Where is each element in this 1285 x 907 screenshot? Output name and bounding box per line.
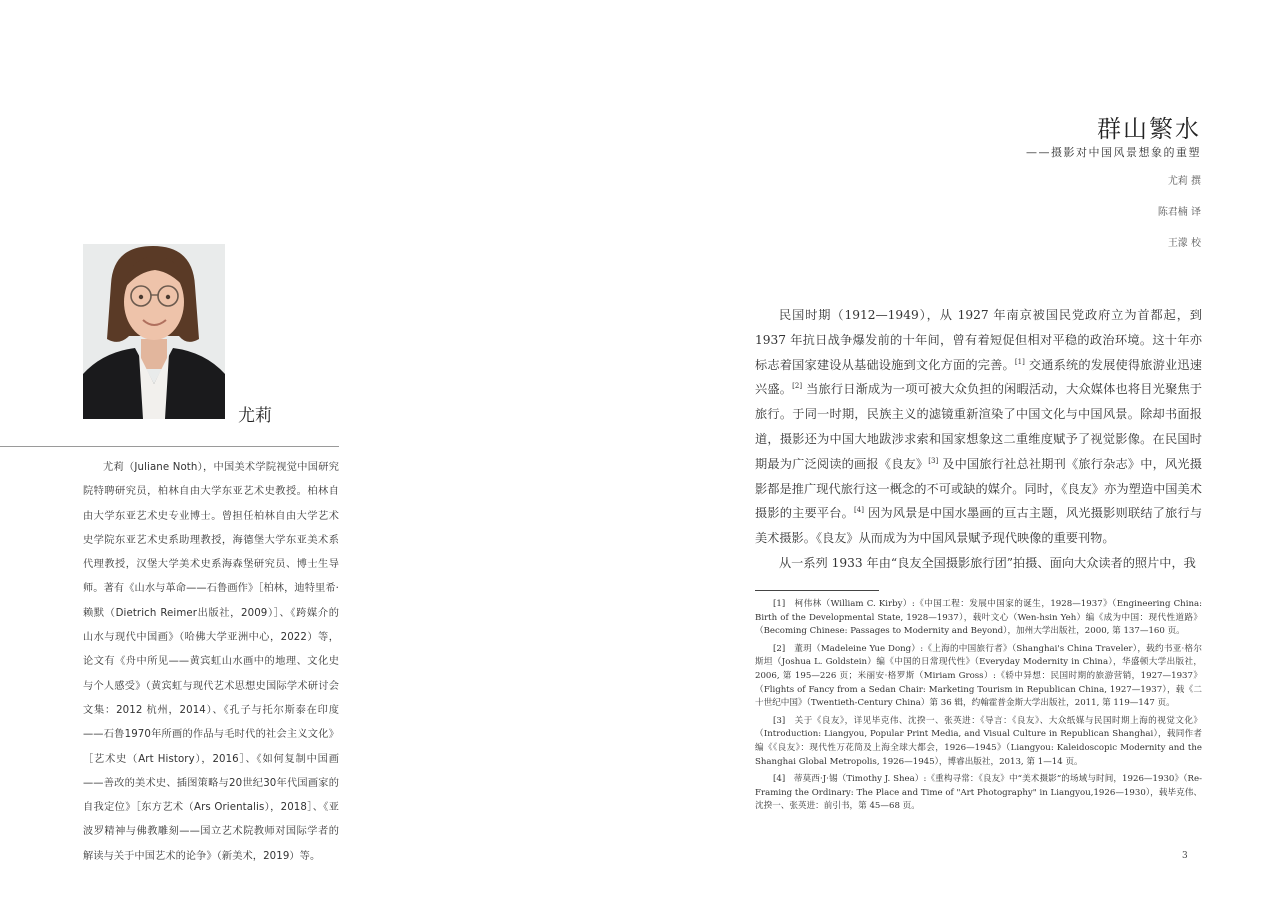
body-text: 当旅行日渐成为一项可被大众负担的闲暇活动，大众媒体也将目光聚焦于旅行。于同一时期，民族主义的滤镜重新渲染了中国文化与中国风景。除却书面报道，摄影还为中国大地跋涉求索和国家想象这二重维度赋予了视觉影像。在民国时期最为广泛阅读的画报《良友》: [755, 382, 1203, 471]
page-number: 3: [1182, 851, 1188, 861]
body-text: 从一系列 1933 年由“良友全国摄影旅行团”拍摄、面向大众读者的照片中，我: [779, 555, 1196, 570]
footnote-item: [1] 柯伟林（William C. Kirby）:《中国工程：发展中国家的诞生，1928—1937》（Engineering China: Birth of the Developmental State, 1928—1937），载叶文心（Wen-hsin Yeh）编《成为中国：现代性道路》（Becoming Chinese: Passages to Modernity and Beyond），加州大学出版社，2000, 第 137—160 页。: [755, 599, 1202, 637]
footnote-ref[interactable]: [2]: [792, 382, 803, 391]
body-paragraph: [755, 303, 1202, 551]
body-text: 民国时期（1912—1949），从 1927 年南京被国民党政府立为首都起，到 1937 年抗日战争爆发前的十年间，曾有着短促但相对平稳的政治环境。这十年亦标志着国家建设从基础设施到文化方面的完善。: [755, 308, 1202, 372]
portrait-image: [83, 244, 225, 419]
author-name: 尤莉: [238, 406, 272, 426]
author-bio: 尤莉（Juliane Noth），中国美术学院视觉中国研究院特聘研究员，柏林自由大学东亚艺术史教授。柏林自由大学东亚艺术史专业博士。曾担任柏林自由大学艺术史学院东亚艺术史系助理教授，海德堡大学东亚美术系代理教授，汉堡大学美术史系海森堡研究员、博士生导师。著有《山水与革命——石鲁画作》［柏林，迪特里希·赖默（Dietrich Reimer出版社，2009）］、《跨媒介的山水与现代中国画》（哈佛大学亚洲中心，2022）等，论文有《舟中所见——黄宾虹山水画中的地理、文化史与个人感受》（黄宾虹与现代艺术思想史国际学术研讨会文集：2012 杭州，2014）、《孔子与托尔斯泰在印度——石鲁1970年所画的作品与毛时代的社会主义文化》［艺术史（Art History），2016］、《如何复制中国画——善改的美术史、插图策略与20世纪30年代国画家的自我定位》［东方艺术（Ars Orientalis），2018］、《亚波罗精神与佛教雕刻——国立艺术院教师对国际学者的解读与关于中国艺术的论争》（新美术，2019）等。: [83, 462, 339, 862]
article-title: 群山繁水: [1097, 115, 1201, 143]
footnote-ref[interactable]: [4]: [854, 506, 864, 515]
article-body: [755, 303, 1202, 576]
footnote-item: [4] 蒂莫西·J·锡（Timothy J. Shea）:《重构寻常：《良友》中“美术摄影”的场域与时间，1926—1930》（Re-Framing the Ordinary: The Place and Time of "Art Photography" in Liangyou,1926—1930），载毕克伟、沈揆一、张英进：前引书，第 45—68 页。: [755, 774, 1202, 812]
footnote-item: [3] 关于《良友》，详见毕克伟、沈揆一、张英进：《导言：《良友》、大众纸媒与民国时期上海的视觉文化》（Introduction: Liangyou, Popular Print Media, and Visual Culture in Republican Shanghai），载同作者编《《良友》：现代性万花筒及上海全球大都会，1926—1945》（Liangyou: Kaleidoscopic Modernity and the Shanghai Global Metropolis, 1926—1945），博睿出版社，2013, 第 1—14 页。: [755, 715, 1202, 767]
footnote-ref[interactable]: [3]: [928, 456, 939, 465]
footnotes: [755, 598, 1202, 818]
body-text: 交通系统的发展使得旅游业迅速兴盛。: [755, 357, 1202, 397]
credit-translator: 陈君楠 译: [1157, 207, 1201, 218]
article-subtitle: ——摄影对中国风景想象的重塑: [1026, 146, 1201, 159]
footnote-ref[interactable]: [1]: [1014, 357, 1025, 366]
credit-proofreader: 王濛 校: [1167, 238, 1201, 249]
body-text: 因为风景是中国水墨画的亘古主题，风光摄影则联结了旅行与美术摄影。《良友》从而成为为中国风景赋予现代映像的重要刊物。: [755, 506, 1203, 546]
footnote-item: [2] 董玥（Madeleine Yue Dong）:《上海的中国旅行者》（Shanghai's China Traveler），载约书亚·格尔斯坦（Joshua L. Goldstein）编《中国的日常现代性》（Everyday Modernity in China），华盛顿大学出版社，2006, 第 195—226 页；米丽安·格罗斯（Miriam Gross）:《轿中异想：民国时期的旅游营销，1927—1937》（Flights of Fancy from a Sedan Chair: Marketing Tourism in Republican China, 1927—1937），载《二十世纪中国》（Twentieth-Century China）第 36 辑，约翰霍普金斯大学出版社，2011, 第 119—147 页。: [755, 643, 1202, 709]
body-paragraph: [755, 551, 1202, 576]
author-portrait: [83, 244, 225, 419]
credit-author: 尤莉 撰: [1167, 176, 1201, 187]
left-divider: [0, 446, 339, 447]
footnote-divider: [755, 590, 879, 591]
body-text: 及中国旅行社总社期刊《旅行杂志》中，风光摄影都是推广现代旅行这一概念的不可或缺的媒介。同时，《良友》亦为塑造中国美术摄影的主要平台。: [755, 456, 1202, 521]
